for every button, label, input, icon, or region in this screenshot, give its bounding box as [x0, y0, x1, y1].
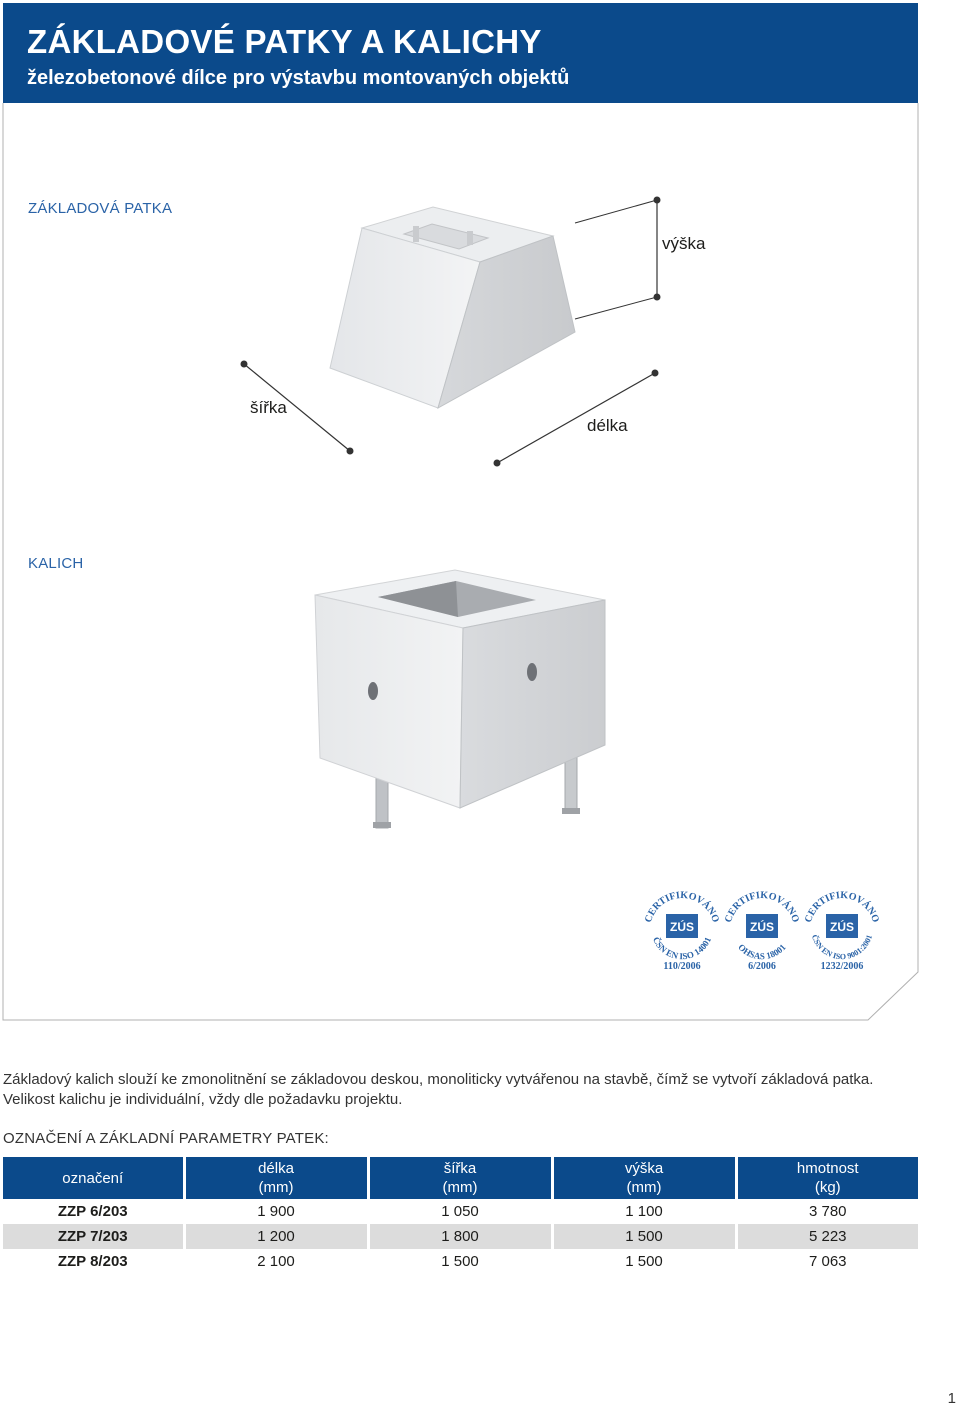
section-label-kalich: KALICH: [28, 555, 84, 572]
svg-text:ČSN EN ISO 14001: [651, 935, 713, 961]
cell-weight: 3 780: [736, 1199, 918, 1224]
cell-width: 1 500: [368, 1249, 552, 1274]
description-line-1: Základový kalich slouží ke zmonolitnění se základovou deskou, monoliticky vytvářenou na stavbě, čímž se vytvoří základová patka.: [3, 1071, 874, 1088]
col-header-vyska: výška (mm): [552, 1157, 736, 1199]
cert-ring-bottom: ČSN EN ISO 14001: [650, 935, 714, 962]
cert-badge-1: [643, 890, 721, 961]
cert-badge-3: [803, 890, 881, 961]
col-header-oznaceni: označení: [3, 1157, 184, 1199]
cert-ring-bottom: ČSN EN ISO 9001:2001: [809, 933, 875, 962]
cert-ring-bottom: OHSAS 18001: [736, 942, 788, 962]
cert-code-1: 110/2006: [663, 961, 701, 972]
section-label-patka: ZÁKLADOVÁ PATKA: [28, 200, 173, 217]
params-title: OZNAČENÍ A ZÁKLADNÍ PARAMETRY PATEK:: [3, 1130, 329, 1147]
cert-code-3: 1232/2006: [820, 961, 864, 972]
page-subtitle: železobetonové dílce pro výstavbu montovaných objektů: [27, 67, 570, 89]
table-row: [3, 1224, 918, 1249]
description: [3, 1070, 903, 1110]
dim-label-length: délka: [587, 416, 628, 435]
cert-ring-top: CERTIFIKOVÁNO: [722, 889, 802, 925]
page-number: 1: [947, 1390, 956, 1407]
dim-label-height: výška: [662, 234, 706, 253]
cert-ring-top: CERTIFIKOVÁNO: [642, 889, 722, 925]
cert-brand: ZÚS: [670, 920, 694, 934]
cell-weight: 5 223: [736, 1224, 918, 1249]
cell-width: 1 050: [368, 1199, 552, 1224]
cell-weight: 7 063: [736, 1249, 918, 1274]
cell-code: ZZP 7/203: [3, 1224, 184, 1249]
cell-length: 1 200: [184, 1224, 368, 1249]
cert-badge-2: [723, 890, 801, 962]
cell-height: 1 100: [552, 1199, 736, 1224]
cell-width: 1 800: [368, 1224, 552, 1249]
page-title: ZÁKLADOVÉ PATKY A KALICHY: [27, 23, 542, 60]
cell-height: 1 500: [552, 1249, 736, 1274]
col-header-sirka: šířka (mm): [368, 1157, 552, 1199]
cert-brand: ZÚS: [750, 920, 774, 934]
cert-ring-top: CERTIFIKOVÁNO: [802, 889, 882, 925]
svg-text:OHSAS 18001: [736, 942, 788, 962]
col-header-hmotnost: hmotnost (kg): [736, 1157, 918, 1199]
dim-label-width: šířka: [250, 398, 287, 417]
cert-code-2: 6/2006: [748, 961, 776, 972]
table-row: [3, 1249, 918, 1274]
cell-length: 1 900: [184, 1199, 368, 1224]
cert-brand: ZÚS: [830, 920, 854, 934]
table-header-row: [3, 1157, 918, 1199]
cell-code: ZZP 8/203: [57, 1253, 128, 1270]
cell-code: ZZP 6/203: [57, 1203, 128, 1220]
params-table: [3, 1157, 918, 1274]
cell-length: 2 100: [184, 1249, 368, 1274]
col-header-delka: délka (mm): [184, 1157, 368, 1199]
description-line-2: Velikost kalichu je individuální, vždy dle požadavku projektu.: [3, 1091, 403, 1108]
cell-height: 1 500: [552, 1224, 736, 1249]
table-row: [3, 1199, 918, 1224]
